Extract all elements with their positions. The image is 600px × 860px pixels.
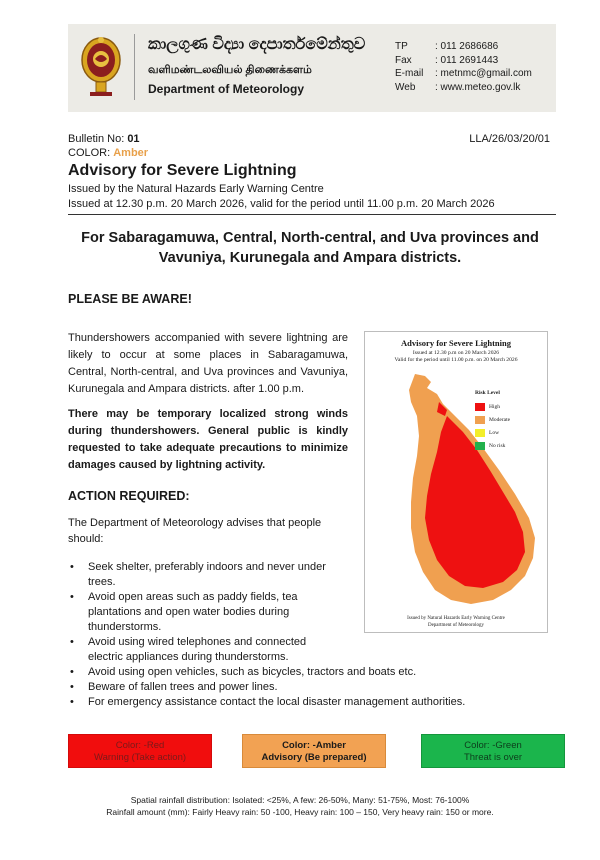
list-item: • For emergency assistance contact the local disaster management authorities. <box>68 695 498 710</box>
advisory-title: Advisory for Severe Lightning <box>68 162 297 179</box>
color-key-green: Color: -Green Threat is over <box>421 734 565 768</box>
aware-heading: PLEASE BE AWARE! <box>68 292 192 306</box>
forecast-paragraph: Thundershowers accompanied with severe lightning are likely to occur at some places in Sabaragamuwa, Central, North-central, and Uva provinces and Vavuniya, Kurunegala and Ampara districts. after 1.00 p.m. <box>68 332 348 395</box>
divider-rule <box>68 214 556 215</box>
dept-name-tamil: வளிமண்டலவியல் திணைக்களம் <box>148 64 312 76</box>
rainfall-amount-note: Rainfall amount (mm): Fairly Heavy rain: 50 -100, Heavy rain: 100 – 150, Very heavy rain: 150 or more. <box>106 807 494 817</box>
legend-title: Risk Level <box>475 390 500 396</box>
issued-by: Issued by the Natural Hazards Early Warning Centre <box>68 183 324 195</box>
contact-tp: TP : 011 2686686 <box>395 41 499 52</box>
contact-fax: Fax : 011 2691443 <box>395 54 499 66</box>
color-key-red: Color: -Red Warning (Take action) <box>68 734 212 768</box>
contact-email: E-mail : metnmc@gmail.com <box>395 68 532 79</box>
contact-info <box>395 40 532 94</box>
action-heading: ACTION REQUIRED: <box>68 489 190 503</box>
sri-lanka-map <box>365 332 549 634</box>
emblem-icon <box>76 32 126 98</box>
affected-regions: For Sabaragamuwa, Central, North-central, and Uva provinces and Vavuniya, Kurunegala and Ampara districts. <box>81 230 539 266</box>
dept-name-sinhala: කාලගුණ විද්‍යා දෙපාර්තමේන්තුව <box>148 36 366 53</box>
color-key-amber: Color: -Amber Advisory (Be prepared) <box>242 734 386 768</box>
legend-item-low: Low <box>475 426 539 439</box>
contact-web: Web : www.meteo.gov.lk <box>395 81 521 93</box>
map-issuer: Issued by Natural Hazards Early Warning Centre <box>407 616 505 621</box>
letterhead <box>68 24 556 112</box>
map-title: Advisory for Severe Lightning <box>401 338 511 348</box>
bulletin-number: Bulletin No: 01 <box>68 133 140 145</box>
legend-item-moderate: Moderate <box>475 413 539 426</box>
list-item: • Avoid using open vehicles, such as bicycles, tractors and boats etc. <box>68 665 498 680</box>
list-item: • Avoid open areas such as paddy fields, tea plantations and open water bodies during thunderstorms. <box>68 590 343 635</box>
rainfall-distribution-note: Spatial rainfall distribution: Isolated: <25%, A few: 26-50%, Many: 51-75%, Most: 76-100% <box>130 795 470 805</box>
warning-paragraph: There may be temporary localized strong winds during thundershowers. General public is kindly requested to take adequate precautions to minimize damages caused by lightning activity. <box>68 408 348 471</box>
color-value: Amber <box>113 147 149 159</box>
list-item: • Beware of fallen trees and power lines. <box>68 680 498 695</box>
header-divider <box>134 34 135 100</box>
dept-name-english: Department of Meteorology <box>148 82 305 96</box>
legend-item-high: High <box>475 400 539 413</box>
risk-map <box>364 331 548 633</box>
list-item: • Seek shelter, preferably indoors and never under trees. <box>68 560 343 590</box>
legend-item-no-risk: No risk <box>475 439 539 452</box>
map-legend <box>475 390 539 452</box>
map-valid: Valid for the period until 11.00 p.m. on 20 March 2026 <box>394 357 518 363</box>
list-item: • Avoid using wired telephones and connected electric appliances during thunderstorms. <box>68 635 343 665</box>
issued-at: Issued at 12.30 p.m. 20 March 2026, valid for the period until 11.00 p.m. 20 March 2026 <box>68 198 495 210</box>
bulletin-color: COLOR: Amber <box>68 147 149 159</box>
map-department: Department of Meteorology <box>427 623 485 628</box>
bulletin-reference: LLA/26/03/20/01 <box>469 133 550 145</box>
map-issued: Issued at 12.30 p.m on 20 March 2026 <box>412 350 500 356</box>
action-intro: The Department of Meteorology advises that people should: <box>68 517 322 545</box>
